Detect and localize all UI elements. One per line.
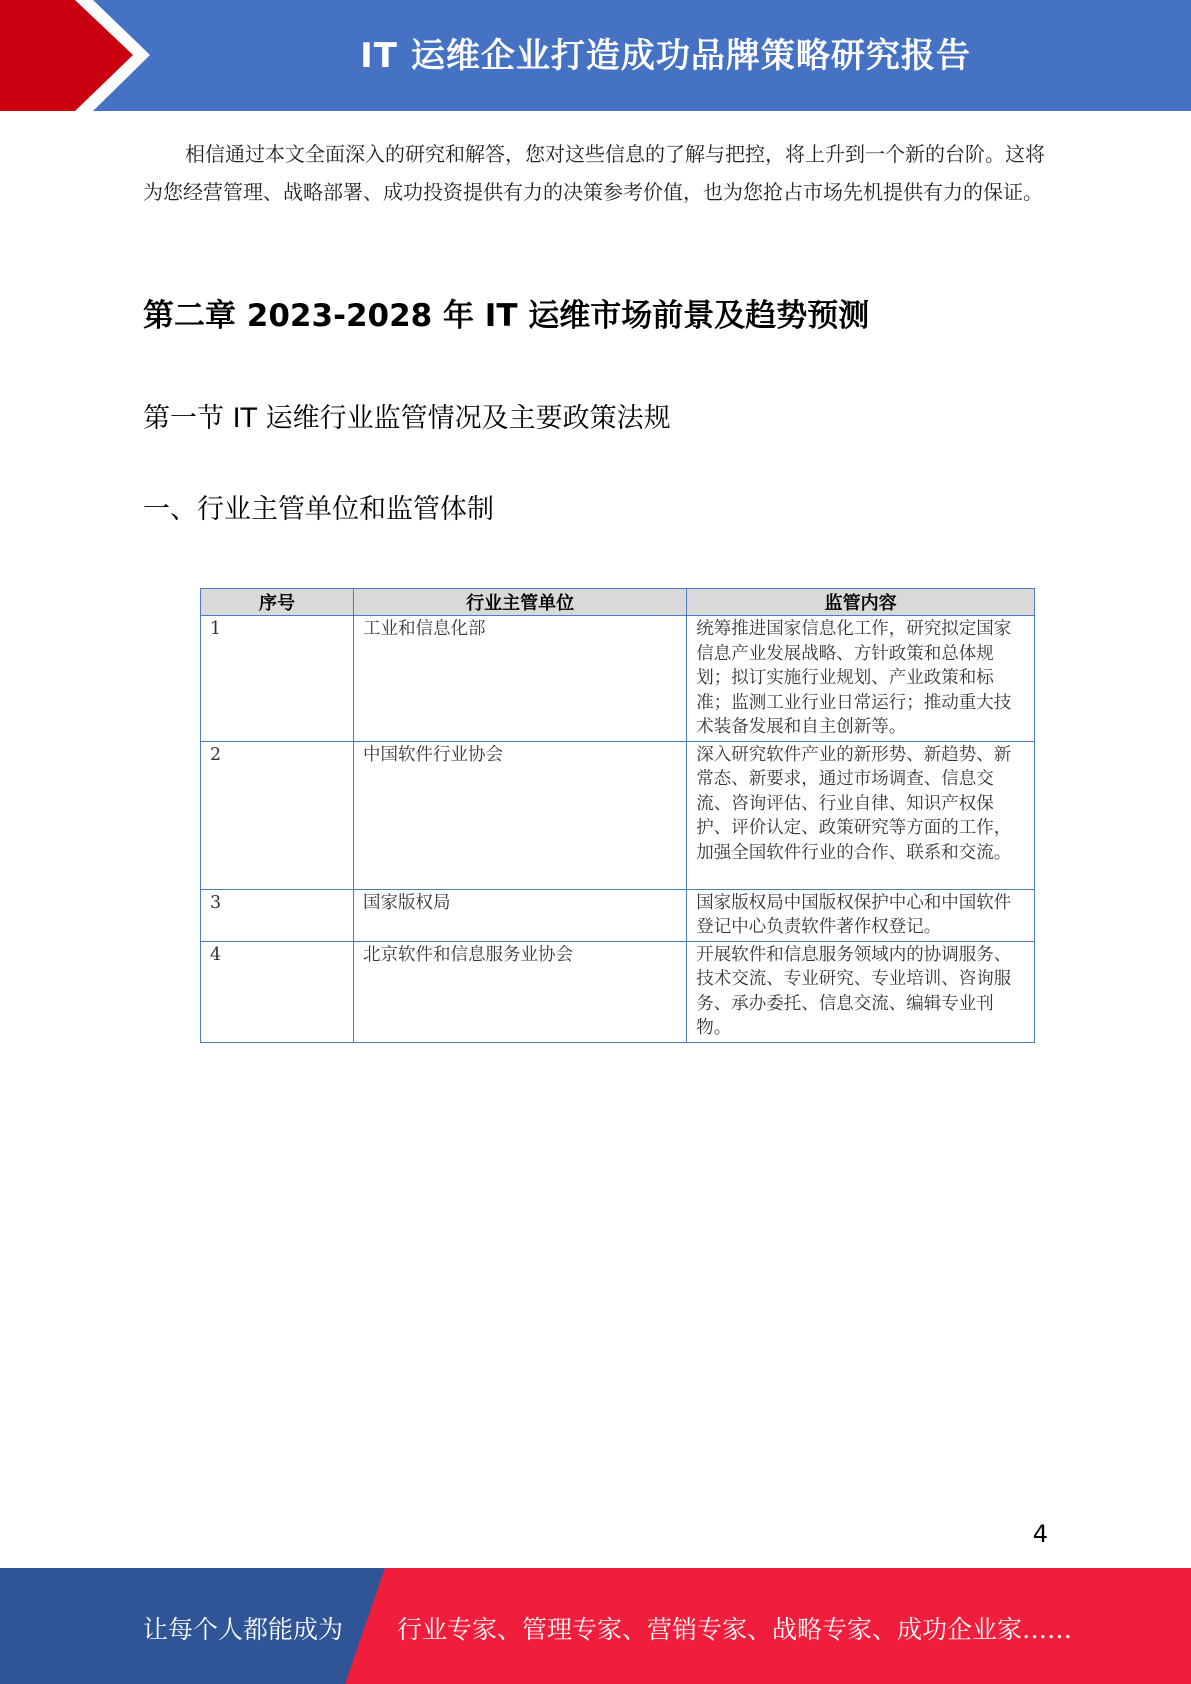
header-num: 序号: [201, 589, 354, 616]
cell-unit: 中国软件行业协会: [354, 741, 687, 889]
section-title: 第一节 IT 运维行业监管情况及主要政策法规: [143, 403, 671, 434]
cell-content: 国家版权局中国版权保护中心和中国软件登记中心负责软件著作权登记。: [687, 889, 1035, 941]
header-content: 监管内容: [687, 589, 1035, 616]
chapter-title: 第二章 2023-2028 年 IT 运维市场前景及趋势预测: [143, 298, 870, 334]
intro-paragraph: 相信通过本文全面深入的研究和解答，您对这些信息的了解与把控，将上升到一个新的台阶。这将为您经营管理、战略部署、成功投资提供有力的决策参考价值，也为您抢占市场先机提供有力的保证。: [143, 142, 1045, 204]
cell-unit: 国家版权局: [354, 889, 687, 941]
table-row: [201, 941, 1035, 1042]
report-header: [0, 0, 1191, 111]
table-header-row: [201, 589, 1035, 616]
cell-num: 4: [201, 941, 354, 1042]
regulator-table: [200, 588, 1035, 1043]
cell-num: 2: [201, 741, 354, 889]
footer-slogan-left: 让每个人都能成为: [143, 1615, 344, 1644]
subsection-title: 一、行业主管单位和监管体制: [143, 494, 494, 525]
report-footer: [0, 1568, 1191, 1684]
cell-unit: 工业和信息化部: [354, 616, 687, 742]
header-unit: 行业主管单位: [354, 589, 687, 616]
table-row: [201, 889, 1035, 941]
page-number: 4: [1032, 1520, 1048, 1548]
cell-content: 开展软件和信息服务领域内的协调服务、技术交流、专业研究、专业培训、咨询服务、承办委托、信息交流、编辑专业刊物。: [687, 941, 1035, 1042]
report-title: IT 运维企业打造成功品牌策略研究报告: [360, 36, 971, 76]
cell-content: 统筹推进国家信息化工作，研究拟定国家信息产业发展战略、方针政策和总体规划；拟订实施行业规划、产业政策和标准；监测工业行业日常运行；推动重大技术装备发展和自主创新等。: [687, 616, 1035, 742]
cell-num: 3: [201, 889, 354, 941]
footer-slogan-right: 行业专家、管理专家、营销专家、战略专家、成功企业家……: [397, 1615, 1073, 1644]
table-row: [201, 616, 1035, 742]
table-row: [201, 741, 1035, 889]
cell-unit: 北京软件和信息服务业协会: [354, 941, 687, 1042]
cell-num: 1: [201, 616, 354, 742]
cell-content: 深入研究软件产业的新形势、新趋势、新常态、新要求，通过市场调查、信息交流、咨询评估、行业自律、知识产权保护、评价认定、政策研究等方面的工作，加强全国软件行业的合作、联系和交流。: [687, 741, 1035, 889]
